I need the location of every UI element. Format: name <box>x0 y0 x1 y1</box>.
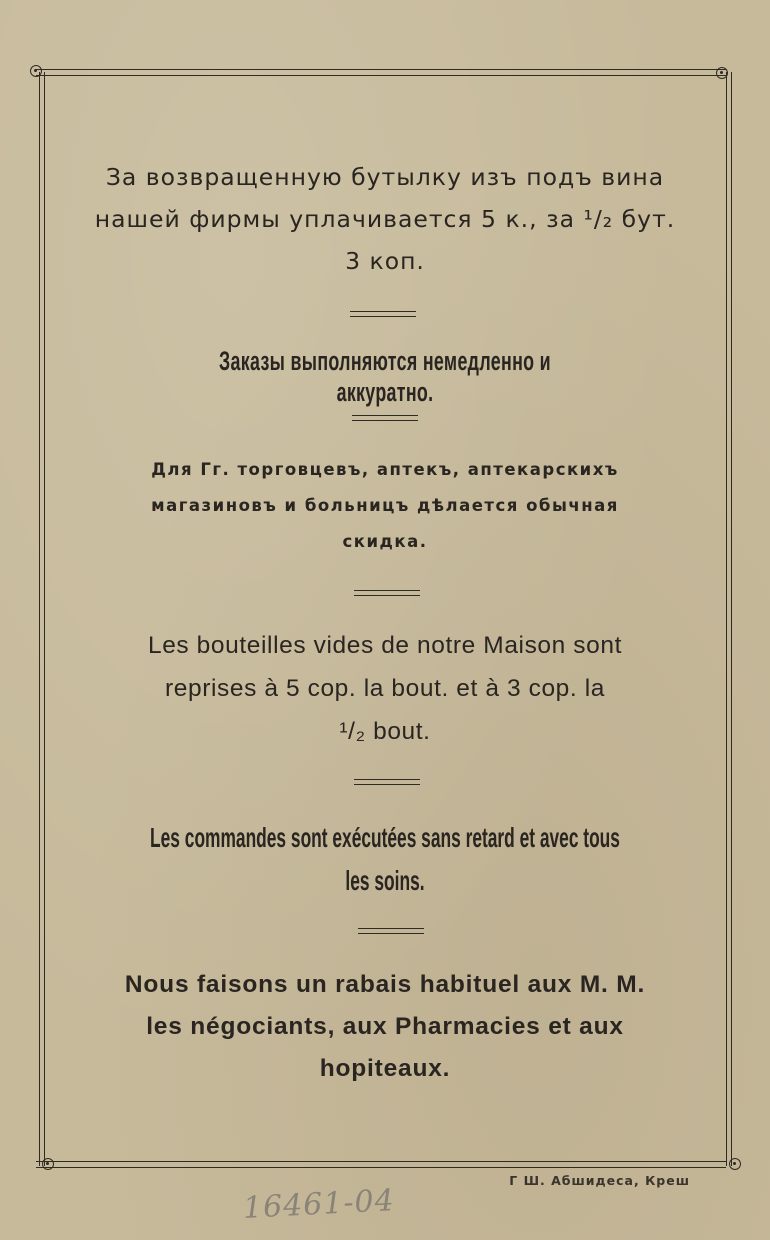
frame-right-rule <box>726 72 732 1166</box>
text-line: магазиновъ и больницъ дѣлается обычная <box>151 496 619 515</box>
corner-ornament-bottom-right <box>729 1158 741 1170</box>
text-line: нашей фирмы уплачивается 5 к., за ¹/₂ бут. <box>94 205 676 233</box>
frame-bottom-rule <box>36 1161 726 1168</box>
text-line: les soins. <box>345 865 425 896</box>
handwritten-catalog-number: 16461-04 <box>242 1183 396 1226</box>
russian-orders-notice: Заказы выполняются немедленно и аккуратно. <box>219 346 551 407</box>
text-line: les négociants, aux Pharmacies et aux <box>146 1013 624 1040</box>
corner-ornament-top-left <box>30 65 42 77</box>
text-line: Les bouteilles vides de notre Maison sont <box>147 632 623 659</box>
printer-imprint: Г Ш. Абшидеса, Креш <box>509 1173 690 1188</box>
text-line: reprises à 5 cop. la bout. et à 3 cop. la <box>165 675 605 702</box>
section-divider <box>354 779 420 785</box>
french-discount-notice <box>80 964 690 1090</box>
text-line: За возвращенную бутылку изъ подъ вина <box>105 163 665 191</box>
russian-discount-notice <box>80 452 690 560</box>
corner-ornament-top-right <box>716 67 728 79</box>
section-divider <box>358 928 424 934</box>
section-divider <box>354 590 420 596</box>
section-divider <box>350 311 416 317</box>
text-line: ¹/₂ bout. <box>339 718 431 745</box>
section-divider <box>352 415 418 421</box>
russian-bottle-refund-notice <box>80 156 690 282</box>
frame-left-rule <box>39 72 45 1166</box>
text-line: Nous faisons un rabais habituel aux M. M. <box>124 971 646 998</box>
french-orders-notice <box>84 816 685 902</box>
french-bottle-refund-notice <box>80 624 690 753</box>
text-line: скидка. <box>342 532 428 551</box>
text-line: Les commandes sont exécutées sans retard et avec tous <box>150 822 620 853</box>
text-line: Для Гг. торговцевъ, аптекъ, аптекарскихъ <box>151 460 619 479</box>
text-line: 3 коп. <box>345 247 425 275</box>
frame-top-rule <box>36 69 726 76</box>
corner-ornament-bottom-left <box>42 1158 54 1170</box>
text-line: hopiteaux. <box>319 1055 451 1082</box>
